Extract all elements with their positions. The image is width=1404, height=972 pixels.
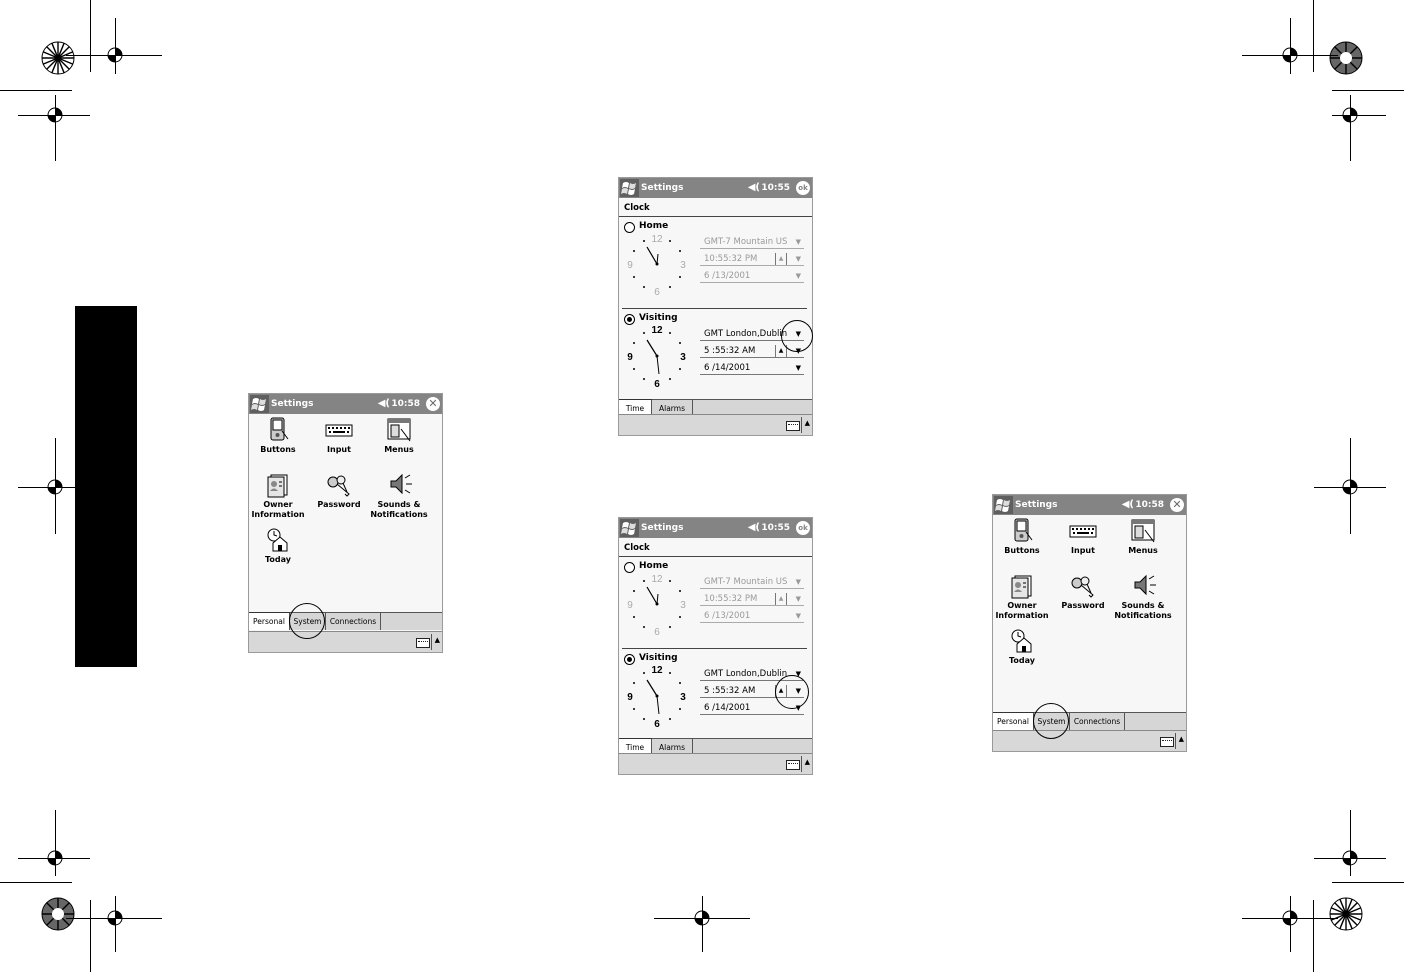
title-bar <box>619 178 812 198</box>
settings-item-label: Information <box>251 510 305 519</box>
settings-item-label: Notifications <box>1114 611 1172 620</box>
speaker-icon[interactable]: ◀︎( <box>377 398 390 409</box>
input-panel-arrow-icon[interactable]: ▲ <box>1178 735 1184 743</box>
settings-item-label: Sounds & <box>377 500 421 509</box>
clock-number-9: 9 <box>627 352 633 363</box>
command-bar <box>619 753 812 774</box>
settings-item-label: Owner <box>263 500 293 509</box>
menus-icon <box>1129 518 1157 544</box>
command-bar <box>249 631 442 652</box>
tab-connections[interactable]: Connections <box>1070 712 1125 730</box>
settings-screen-system <box>992 494 1187 752</box>
home-date-field[interactable]: 6 /13/2001 ▼ <box>700 609 804 623</box>
settings-item-label: Buttons <box>1004 546 1040 555</box>
visiting-label: Visiting <box>639 313 678 323</box>
ok-button[interactable]: ok <box>796 181 810 195</box>
start-menu-icon[interactable] <box>250 395 269 413</box>
settings-item-label: Buttons <box>260 445 296 454</box>
close-icon[interactable]: ✕ <box>1170 498 1184 512</box>
input-panel-arrow-icon[interactable]: ▲ <box>434 636 440 644</box>
keyboard-icon <box>325 417 353 443</box>
clock-time[interactable]: 10:55 <box>761 183 790 193</box>
dropdown-arrow-icon: ▼ <box>795 238 801 246</box>
clock-screen-visiting-time <box>618 517 813 775</box>
home-label: Home <box>639 561 669 571</box>
tab-personal[interactable]: Personal <box>249 613 290 630</box>
tab-alarms[interactable]: Alarms <box>652 738 693 756</box>
dropdown-arrow-icon: ▼ <box>795 704 801 712</box>
home-timezone-select[interactable]: GMT-7 Mountain US ▼ <box>700 575 804 589</box>
clock-number-9: 9 <box>627 692 633 703</box>
clock-number-6: 6 <box>654 719 660 728</box>
dropdown-arrow-icon: ▼ <box>795 330 801 338</box>
window-title: Settings <box>641 183 684 193</box>
home-label: Home <box>639 221 669 231</box>
today-icon <box>1009 628 1035 654</box>
clock-number-3: 3 <box>680 692 686 703</box>
settings-item-sounds-notifications[interactable] <box>1111 573 1175 621</box>
speaker-icon[interactable]: ◀︎( <box>747 522 760 533</box>
clock-number-9: 9 <box>627 260 633 271</box>
settings-item-label: Sounds & <box>1121 601 1165 610</box>
buttons-icon <box>266 417 290 443</box>
tab-connections[interactable]: Connections <box>326 612 381 630</box>
tab-time[interactable]: Time <box>619 400 652 417</box>
clock-number-9: 9 <box>627 600 633 611</box>
today-icon <box>265 527 291 553</box>
clock-time[interactable]: 10:58 <box>391 399 420 409</box>
dropdown-arrow-icon: ▼ <box>795 670 801 678</box>
dropdown-arrow-icon: ▼ <box>795 364 801 372</box>
clock-number-6: 6 <box>654 379 660 388</box>
visiting-label: Visiting <box>639 653 678 663</box>
tab-alarms[interactable]: Alarms <box>652 399 693 417</box>
settings-item-today[interactable] <box>248 527 310 565</box>
visiting-time-field[interactable]: 5 :55:32 AM ▲ ▼ <box>700 684 804 698</box>
visiting-date-field[interactable]: 6 /14/2001 ▼ <box>700 361 804 375</box>
settings-item-buttons[interactable] <box>248 417 310 455</box>
settings-item-label: Today <box>1009 656 1035 665</box>
registration-rosette-icon <box>41 897 75 931</box>
tab-personal[interactable]: Personal <box>993 713 1034 730</box>
dropdown-arrow-icon: ▼ <box>795 612 801 620</box>
settings-item-buttons[interactable] <box>992 518 1054 556</box>
settings-tabs <box>249 612 442 631</box>
settings-tabs <box>993 712 1186 731</box>
keyboard-icon[interactable] <box>786 760 800 770</box>
title-bar <box>993 495 1186 515</box>
keyboard-icon[interactable] <box>1160 737 1174 747</box>
settings-item-menus[interactable] <box>367 417 431 455</box>
clock-screen-visiting-timezone <box>618 177 813 436</box>
registration-rosette-icon <box>1329 897 1363 931</box>
settings-item-label: Notifications <box>370 510 428 519</box>
keyboard-icon <box>1069 518 1097 544</box>
start-menu-icon[interactable] <box>620 179 639 197</box>
settings-item-password[interactable] <box>1051 573 1115 611</box>
settings-item-label: Information <box>995 611 1049 620</box>
command-bar <box>619 414 812 435</box>
callout-circle-system-tab <box>1033 703 1069 739</box>
home-time-field[interactable]: 10:55:32 PM ▲ ▼ <box>700 592 804 606</box>
buttons-icon <box>1010 518 1034 544</box>
spin-down-icon: ▼ <box>795 255 801 263</box>
settings-item-input[interactable] <box>1051 518 1115 556</box>
speaker-icon[interactable]: ◀︎( <box>1121 499 1134 510</box>
settings-item-label: Today <box>265 555 291 564</box>
clock-number-6: 6 <box>654 287 660 296</box>
input-panel-arrow-icon[interactable]: ▲ <box>804 758 810 766</box>
settings-screen-personal <box>248 393 443 653</box>
menus-icon <box>385 417 413 443</box>
clock-number-3: 3 <box>680 260 686 271</box>
visiting-analog-clock-icon <box>625 664 689 728</box>
spin-down-icon: ▼ <box>795 687 801 695</box>
callout-circle-system-tab <box>289 603 325 639</box>
home-section <box>619 218 812 310</box>
settings-icon-grid <box>993 515 1186 705</box>
home-analog-clock-icon <box>625 572 689 636</box>
settings-item-password[interactable] <box>307 472 371 510</box>
clock-number-12: 12 <box>651 665 663 676</box>
keys-icon <box>1069 573 1097 599</box>
clock-number-12: 12 <box>651 234 663 245</box>
home-date-field[interactable]: 6 /13/2001 ▼ <box>700 269 804 283</box>
chapter-side-tab <box>75 306 137 667</box>
clock-time[interactable]: 10:58 <box>1135 500 1164 510</box>
settings-item-label: Input <box>327 445 351 454</box>
settings-item-menus[interactable] <box>1111 518 1175 556</box>
settings-item-label: Menus <box>1128 546 1158 555</box>
window-title: Settings <box>1015 500 1058 510</box>
clock-header: Clock <box>619 538 812 557</box>
start-menu-icon[interactable] <box>994 496 1013 514</box>
owner-info-icon <box>265 472 291 498</box>
settings-item-sounds-notifications[interactable] <box>367 472 431 520</box>
clock-number-3: 3 <box>680 600 686 611</box>
visiting-date-field[interactable]: 6 /14/2001 ▼ <box>700 701 804 715</box>
visiting-timezone-select[interactable]: GMT London,Dublin ▼ <box>700 327 804 341</box>
clock-number-6: 6 <box>654 627 660 636</box>
registration-rosette-icon <box>1329 41 1363 75</box>
speaker-icon <box>1129 573 1157 599</box>
clock-time[interactable]: 10:55 <box>761 523 790 533</box>
speaker-icon[interactable]: ◀︎( <box>747 182 760 193</box>
clock-header: Clock <box>619 198 812 217</box>
spin-up-icon: ▲ <box>775 345 787 357</box>
home-analog-clock-icon <box>625 232 689 296</box>
visiting-timezone-select[interactable]: GMT London,Dublin ▼ <box>700 667 804 681</box>
tab-system[interactable]: System <box>1034 712 1070 730</box>
speaker-icon <box>385 472 413 498</box>
settings-item-owner-information[interactable] <box>992 573 1054 621</box>
callout-circle-timezone-dropdown <box>781 320 813 352</box>
spin-down-icon: ▼ <box>795 595 801 603</box>
spin-down-icon: ▼ <box>795 347 801 355</box>
title-bar <box>249 394 442 414</box>
settings-item-label: Password <box>317 500 361 509</box>
ok-button[interactable]: ok <box>796 521 810 535</box>
tab-system[interactable]: System <box>290 612 326 630</box>
settings-item-owner-information[interactable] <box>248 472 310 520</box>
settings-item-label: Owner <box>1007 601 1037 610</box>
spin-up-icon: ▲ <box>775 253 787 265</box>
title-bar <box>619 518 812 538</box>
clock-number-12: 12 <box>651 325 663 336</box>
dropdown-arrow-icon: ▼ <box>795 272 801 280</box>
home-section <box>619 558 812 650</box>
window-title: Settings <box>271 399 314 409</box>
settings-item-label: Input <box>1071 546 1095 555</box>
owner-info-icon <box>1009 573 1035 599</box>
tab-time[interactable]: Time <box>619 739 652 756</box>
dropdown-arrow-icon: ▼ <box>795 578 801 586</box>
settings-item-input[interactable] <box>307 417 371 455</box>
visiting-section <box>619 310 812 402</box>
start-menu-icon[interactable] <box>620 519 639 537</box>
settings-item-today[interactable] <box>992 628 1054 666</box>
home-timezone-select[interactable]: GMT-7 Mountain US ▼ <box>700 235 804 249</box>
input-panel-arrow-icon[interactable]: ▲ <box>804 419 810 427</box>
spin-up-icon: ▲ <box>775 685 787 697</box>
callout-circle-time-spinner <box>775 675 809 709</box>
keyboard-icon[interactable] <box>416 638 430 648</box>
registration-rosette-icon <box>41 41 75 75</box>
home-time-field[interactable]: 10:55:32 PM ▲ ▼ <box>700 252 804 266</box>
settings-item-label: Password <box>1061 601 1105 610</box>
spin-up-icon: ▲ <box>775 593 787 605</box>
command-bar <box>993 730 1186 751</box>
window-title: Settings <box>641 523 684 533</box>
clock-number-3: 3 <box>680 352 686 363</box>
settings-icon-grid <box>249 414 442 604</box>
visiting-analog-clock-icon <box>625 324 689 388</box>
keyboard-icon[interactable] <box>786 421 800 431</box>
settings-item-label: Menus <box>384 445 414 454</box>
visiting-time-field[interactable]: 5 :55:32 AM ▲ ▼ <box>700 344 804 358</box>
keys-icon <box>325 472 353 498</box>
close-icon[interactable]: ✕ <box>426 397 440 411</box>
clock-number-12: 12 <box>651 574 663 585</box>
